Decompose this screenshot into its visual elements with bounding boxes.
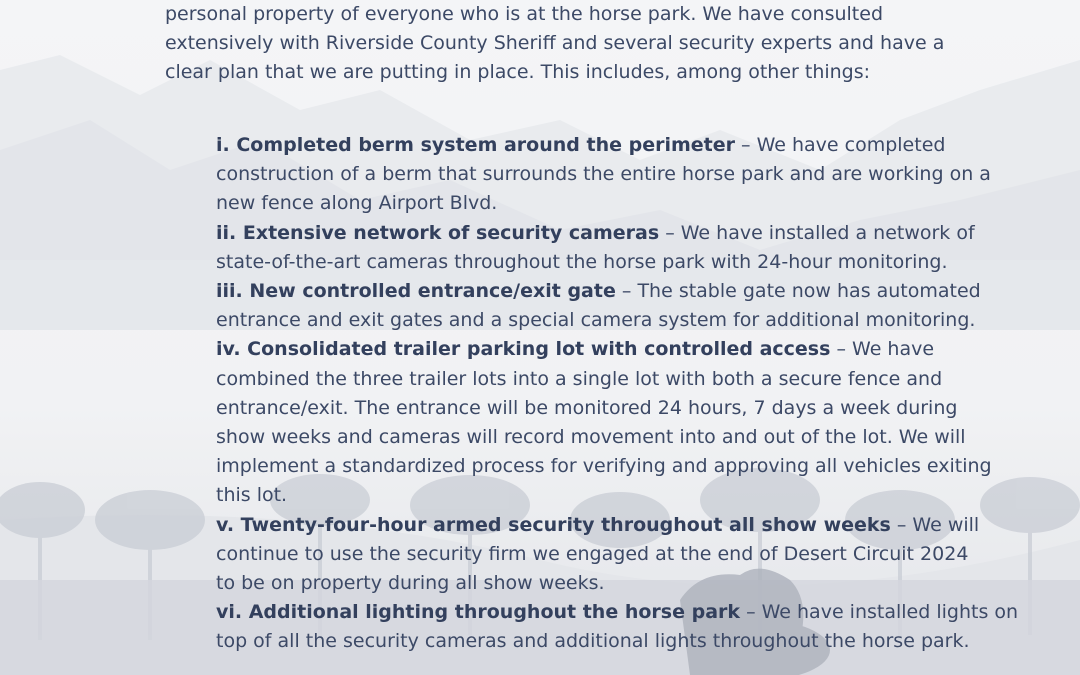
- item-text-line: construction of a berm that surrounds the entire horse park and are working on a: [216, 163, 991, 186]
- item-text-line: entrance and exit gates and a special camera system for additional monitoring.: [216, 309, 976, 332]
- item-text-line: top of all the security cameras and additional lights throughout the horse park.: [216, 630, 970, 653]
- intro-line: personal property of everyone who is at the horse park. We have consulted: [165, 3, 884, 25]
- item-heading: vi. Additional lighting throughout the horse park: [216, 601, 741, 624]
- item-heading: i. Completed berm system around the perimeter: [216, 134, 735, 156]
- item-first-line: [216, 277, 986, 306]
- intro-line: clear plan that we are putting in place. This includes, among other things:: [165, 61, 871, 83]
- item-text: – We have completed: [735, 134, 946, 156]
- item-text: – We have: [830, 338, 935, 361]
- item-heading: ii. Extensive network of security cameras: [216, 221, 660, 244]
- item-text-line: to be on property during all show weeks.: [216, 572, 605, 595]
- list-item: [216, 511, 986, 599]
- list-item: [216, 335, 992, 510]
- item-text-line: show weeks and cameras will record movement into and out of the lot. We will: [216, 426, 966, 449]
- item-text: – We will: [890, 513, 980, 536]
- item-text: – We have installed a network of: [659, 221, 975, 244]
- item-text: – The stable gate now has automated: [615, 280, 981, 303]
- item-first-line: [216, 598, 1019, 627]
- intro-paragraph: [165, 0, 945, 87]
- list-item: [216, 277, 986, 335]
- item-first-line: [216, 131, 986, 160]
- item-text-line: this lot.: [216, 484, 288, 507]
- item-heading: iii. New controlled entrance/exit gate: [216, 280, 616, 303]
- item-text-line: state-of-the-art cameras throughout the horse park with 24-hour monitoring.: [216, 250, 948, 273]
- item-first-line: [216, 335, 986, 364]
- item-text-line: implement a standardized process for verifying and approving all vehicles exiting: [216, 455, 992, 478]
- item-heading: iv. Consolidated trailer parking lot with controlled access: [216, 338, 831, 361]
- security-measures-list: [216, 131, 1019, 657]
- item-heading: v. Twenty-four-hour armed security throughout all show weeks: [216, 513, 891, 536]
- item-text-line: continue to use the security firm we engaged at the end of Desert Circuit 2024: [216, 542, 969, 565]
- item-text-line: new fence along Airport Blvd.: [216, 192, 498, 215]
- intro-line: extensively with Riverside County Sheriff and several security experts and have a: [165, 32, 945, 54]
- item-text-line: combined the three trailer lots into a single lot with both a secure fence and: [216, 367, 943, 390]
- list-item: [216, 598, 1019, 656]
- item-text: – We have installed lights on: [740, 601, 1019, 624]
- item-first-line: [216, 511, 986, 540]
- item-text-line: entrance/exit. The entrance will be monitored 24 hours, 7 days a week during: [216, 396, 958, 419]
- list-item: [216, 219, 986, 277]
- list-item: [216, 131, 991, 219]
- item-first-line: [216, 219, 986, 248]
